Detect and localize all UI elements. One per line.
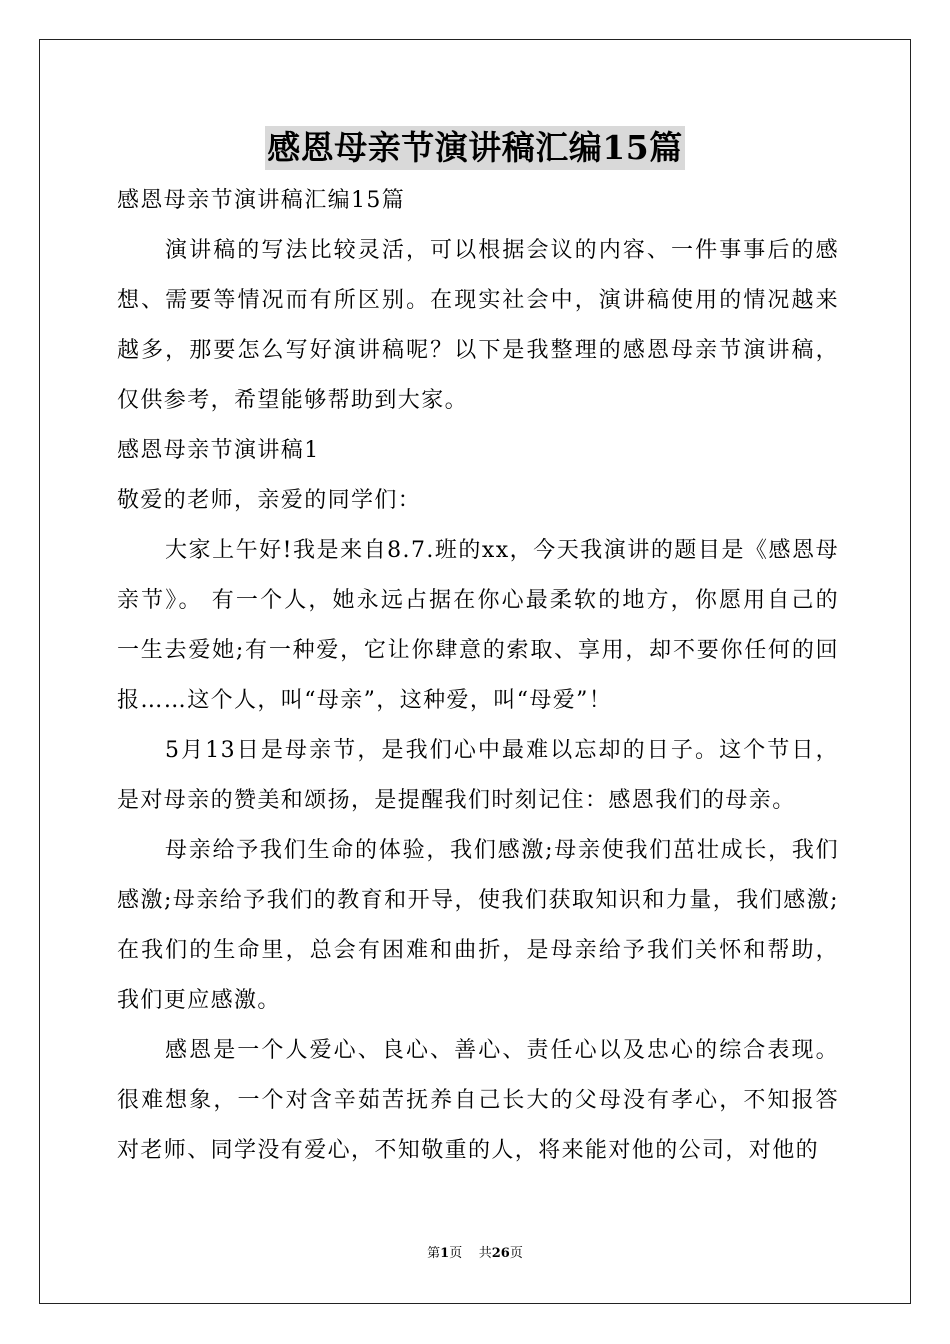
body-paragraph: 母亲给予我们生命的体验，我们感激;母亲使我们茁壮成长，我们感激;母亲给予我们的教育和开导，使我们获取知识和力量，我们感激;在我们的生命里，总会有困难和曲折，是母亲给予我们关怀和帮助，我们更应感激。 [117,838,839,1013]
document-subtitle: 感恩母亲节演讲稿汇编15篇 [117,188,406,213]
greeting: 敬爱的老师，亲爱的同学们： [117,488,422,513]
body-paragraph: 5月13日是母亲节，是我们心中最难以忘却的日子。这个节日，是对母亲的赞美和颂扬，是提醒我们时刻记住：感恩我们的母亲。 [117,738,839,813]
section-heading: 感恩母亲节演讲稿1 [117,438,320,463]
document-body [117,176,839,1176]
total-prefix: 共 [478,1246,492,1261]
title-area [0,126,950,170]
total-suffix: 页 [509,1246,523,1261]
body-paragraph: 大家上午好!我是来自8.7.班的xx，今天我演讲的题目是《感恩母亲节》。 有一个人，她永远占据在你心最柔软的地方，你愿用自己的一生去爱她;有一种爱，它让你肆意的索取、享用，却不要你任何的回报……这个人，叫“母亲”，这种爱，叫“母爱”！ [117,538,839,713]
page-prefix: 第 [427,1246,441,1261]
intro-paragraph: 演讲稿的写法比较灵活，可以根据会议的内容、一件事事后的感想、需要等情况而有所区别。在现实社会中，演讲稿使用的情况越来越多，那要怎么写好演讲稿呢？以下是我整理的感恩母亲节演讲稿，仅供参考，希望能够帮助到大家。 [117,238,839,413]
page-number: 1 [440,1246,450,1261]
body-paragraph: 感恩是一个人爱心、良心、善心、责任心以及忠心的综合表现。很难想象，一个对含辛茹苦抚养自己长大的父母没有孝心，不知报答对老师、同学没有爱心，不知敬重的人，将来能对他的公司，对他的 [117,1038,839,1163]
total-pages: 26 [491,1246,510,1261]
page-footer [0,1245,950,1263]
page-suffix: 页 [449,1246,463,1261]
document-title: 感恩母亲节演讲稿汇编15篇 [265,126,684,170]
